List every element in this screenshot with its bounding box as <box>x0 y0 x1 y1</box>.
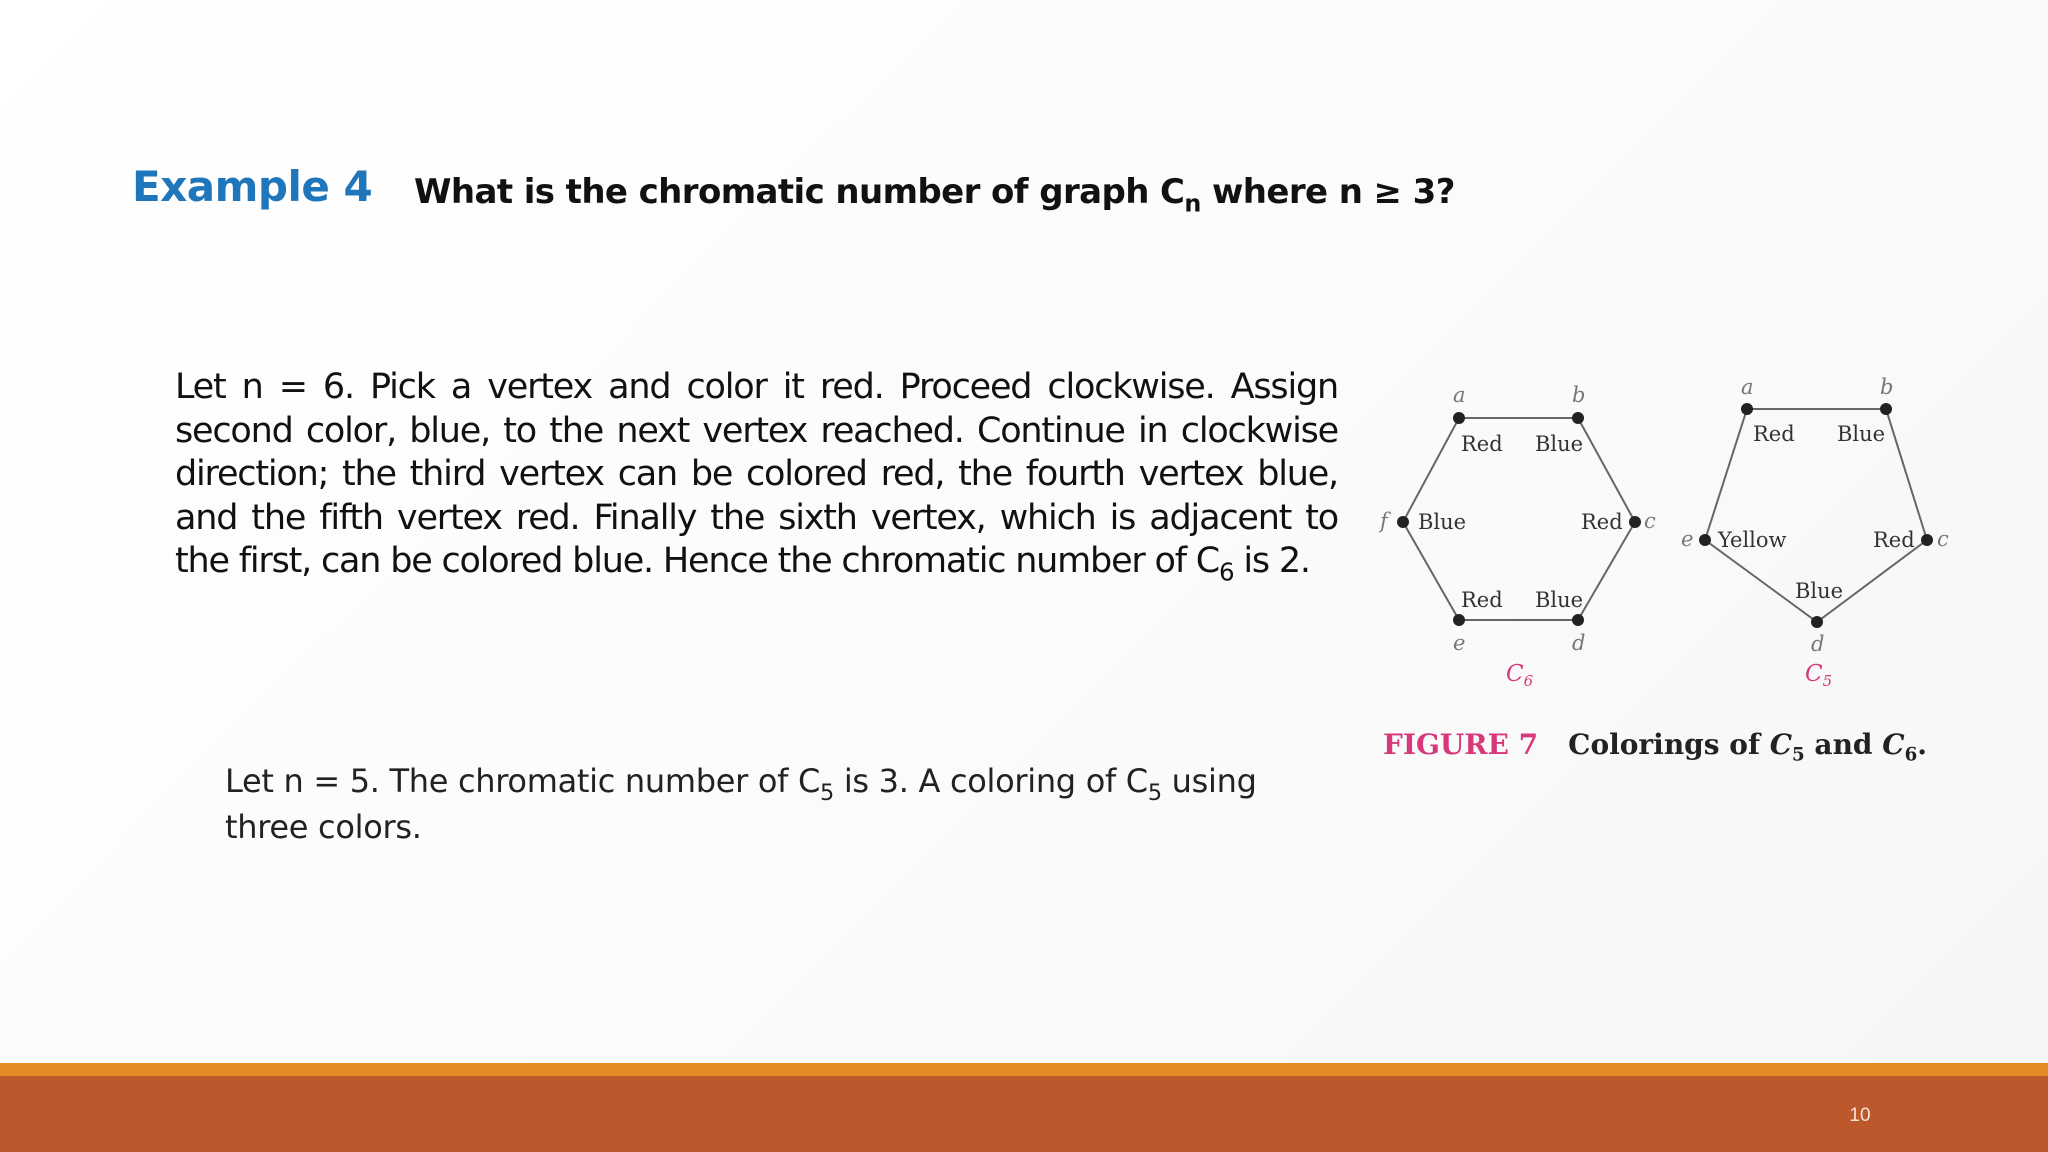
page-number: 10 <box>1849 1105 1871 1126</box>
c6-graph-name <box>1506 661 1534 690</box>
c5-graph-name-sub: 5 <box>1822 672 1833 690</box>
c6-vertex-d <box>1572 614 1584 626</box>
graph-coloring-figure <box>1368 372 1968 772</box>
c6-color-a: Red <box>1461 432 1503 456</box>
c5-vertex-names <box>1681 375 1949 656</box>
c6-name-e: e <box>1453 631 1466 655</box>
footer-bar <box>0 1076 2048 1152</box>
figure-caption-end: . <box>1917 728 1927 761</box>
c6-explanation-subscript: 6 <box>1219 557 1234 587</box>
c6-color-labels <box>1418 432 1623 612</box>
c5-note <box>225 758 1265 850</box>
c6-explanation-text: Let n = 6. Pick a vertex and color it red. Proceed clockwise. Assign second color, blue, to the next vertex reached. Continue in clockwise direction; the third vertex can be colored red, the fourth vertex blue, and the fifth vertex red. Finally the sixth vertex, which is adjacent to the first, can be colored blue. Hence the chromatic number of C <box>175 367 1338 582</box>
c6-vertex-e <box>1453 614 1465 626</box>
c5-color-d: Blue <box>1795 579 1844 603</box>
c5-name-b: b <box>1880 375 1894 399</box>
footer-accent-stripe <box>0 1063 2048 1076</box>
c6-name-d: d <box>1572 631 1586 655</box>
c6-name-f: f <box>1380 509 1388 533</box>
figure-caption-c6: C <box>1882 728 1905 761</box>
c6-vertex-a <box>1453 412 1465 424</box>
c5-note-part2: is 3. A coloring of C <box>833 762 1148 800</box>
graph-figure-svg <box>1368 372 1968 772</box>
c5-color-e: Yellow <box>1718 528 1787 552</box>
c5-vertex-e <box>1699 534 1711 546</box>
question-suffix: where n ≥ 3? <box>1200 172 1455 212</box>
c5-vertex-a <box>1741 403 1753 415</box>
c5-note-part1: Let n = 5. The chromatic number of C <box>225 762 821 800</box>
c6-name-a: a <box>1453 383 1466 407</box>
c5-note-sub2: 5 <box>1147 779 1162 806</box>
c5-note-part3: using three colors. <box>225 762 1257 846</box>
c6-vertex-f <box>1397 516 1409 528</box>
question-prefix: What is the chromatic number of graph C <box>414 172 1185 212</box>
c5-graph-name-c: C <box>1805 661 1823 687</box>
c5-graph-name <box>1805 661 1832 690</box>
c5-color-a: Red <box>1753 422 1795 446</box>
figure-caption-prefix: Colorings of <box>1568 728 1770 761</box>
figure-caption-sub-6: 6 <box>1904 744 1918 766</box>
figure-caption-and: and <box>1804 728 1883 761</box>
c5-color-b: Blue <box>1837 422 1886 446</box>
c6-color-d: Blue <box>1535 588 1584 612</box>
figure-caption-c5: C <box>1769 728 1793 761</box>
c5-vertex-d <box>1811 616 1823 628</box>
c6-color-b: Blue <box>1535 432 1584 456</box>
figure-caption-label: FIGURE 7 <box>1383 728 1539 761</box>
c6-name-c: c <box>1644 509 1656 533</box>
c5-color-c: Red <box>1873 528 1915 552</box>
c6-graph-name-c: C <box>1506 661 1524 687</box>
c6-name-b: b <box>1572 383 1586 407</box>
example-label: Example 4 <box>132 162 373 211</box>
c5-vertex-c <box>1921 534 1933 546</box>
c5-name-a: a <box>1741 375 1754 399</box>
c6-vertex-b <box>1572 412 1584 424</box>
c6-graph-name-sub: 6 <box>1523 672 1534 690</box>
c5-vertex-b <box>1880 403 1892 415</box>
figure-caption <box>1383 728 1927 766</box>
c6-explanation <box>175 366 1338 587</box>
c6-color-e: Red <box>1461 588 1503 612</box>
c6-color-f: Blue <box>1418 510 1467 534</box>
c5-name-e: e <box>1681 527 1694 551</box>
c6-explanation-suffix: is 2. <box>1233 541 1310 582</box>
figure-caption-sub-5: 5 <box>1792 744 1805 766</box>
c5-note-sub1: 5 <box>820 779 834 806</box>
c5-name-c: c <box>1937 527 1949 551</box>
example-question <box>414 172 1455 218</box>
c5-color-labels <box>1717 422 1915 603</box>
c5-name-d: d <box>1811 632 1825 656</box>
c6-color-c: Red <box>1581 510 1623 534</box>
c6-vertex-c <box>1629 516 1641 528</box>
question-subscript: n <box>1184 189 1201 218</box>
